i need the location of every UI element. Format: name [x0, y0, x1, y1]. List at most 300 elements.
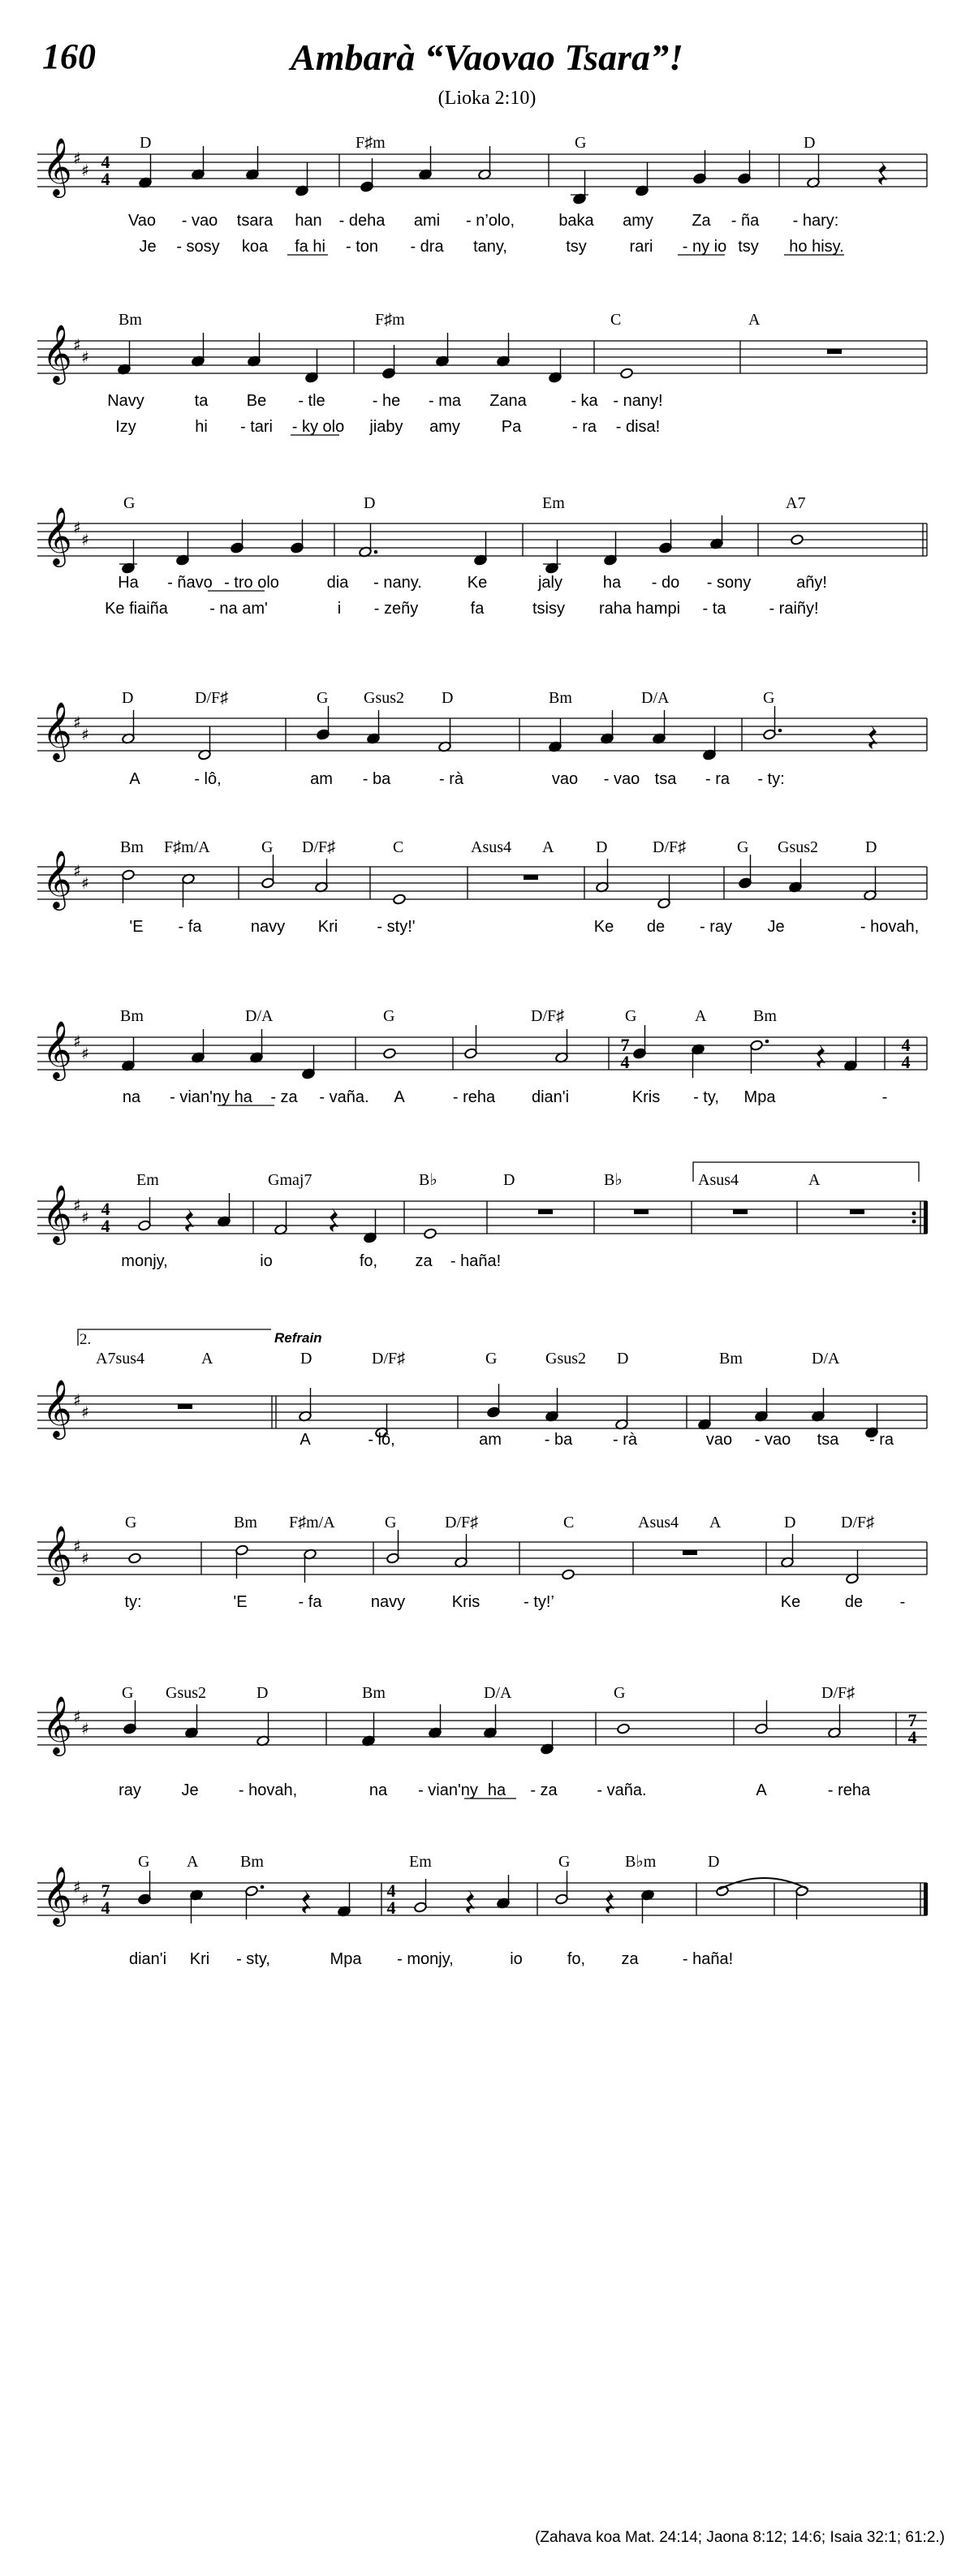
chord-symbol: D: [617, 1350, 629, 1368]
final-barline: [924, 1201, 928, 1234]
chord-symbol: D: [708, 1853, 720, 1871]
lyric-syllable: fa hi: [295, 238, 325, 256]
lyric-syllable: navy: [370, 1593, 406, 1611]
dot: [374, 550, 378, 554]
chord-symbol: A: [187, 1853, 199, 1871]
key-sharp-f: ♯: [73, 861, 81, 881]
lyric-syllable: - vian'ny: [418, 1781, 478, 1799]
lyric-syllable: amy: [623, 212, 653, 230]
lyric-syllable: A: [756, 1781, 767, 1799]
lyric-syllable: han: [295, 212, 322, 230]
note-head: [128, 1553, 142, 1564]
lyric-syllable: - ky olo: [291, 418, 345, 436]
lyric-syllable: vao: [551, 770, 579, 788]
lyric-syllable: ho hisy.: [789, 238, 844, 256]
chord-symbol: D: [364, 494, 376, 512]
lyric-syllable: - za: [530, 1781, 558, 1799]
chord-symbol: Gsus2: [545, 1350, 587, 1368]
chord-symbol: G: [138, 1853, 150, 1871]
chord-symbol: G: [575, 134, 587, 152]
time-signature-denominator: 4: [620, 1052, 630, 1072]
lyric-syllable: -: [899, 1593, 906, 1611]
lyric-syllable: - tro olo: [224, 574, 279, 592]
key-sharp-c: ♯: [81, 1208, 89, 1227]
chord-symbol: G: [485, 1350, 498, 1368]
lyric-syllable: vao: [705, 1431, 733, 1449]
lyric-syllable: Navy: [107, 392, 144, 410]
refrain-label: Refrain: [274, 1330, 322, 1346]
key-sharp-c: ♯: [81, 161, 89, 180]
lyric-syllable: - ba: [544, 1431, 573, 1449]
chord-symbol: D: [503, 1171, 515, 1189]
key-sharp-f: ♯: [73, 1032, 81, 1051]
whole-rest: [850, 1209, 864, 1214]
lyric-syllable: de: [646, 918, 666, 936]
chord-symbol: A: [808, 1171, 821, 1189]
lyric-syllable: - sty!': [377, 918, 416, 936]
lyric-syllable: Je: [181, 1781, 199, 1799]
lyric-syllable: Vao: [127, 212, 157, 230]
chord-symbol: C: [393, 838, 404, 856]
treble-clef-icon: 𝄞: [42, 1183, 72, 1243]
treble-clef-icon: 𝄞: [42, 1378, 72, 1437]
repeat-dot: [912, 1220, 916, 1224]
lyric-syllable: A: [394, 1088, 405, 1106]
chord-symbol: G: [261, 838, 274, 856]
lyric-syllable: hi: [195, 418, 208, 436]
lyric-syllable: Ke: [780, 1593, 801, 1611]
dot: [765, 1040, 769, 1044]
chord-symbol: Em: [542, 494, 565, 512]
lyric-syllable: - sty,: [236, 1950, 270, 1968]
chord-symbol: D: [865, 838, 877, 856]
chord-symbol: G: [317, 689, 329, 707]
lyric-syllable: - tle: [298, 392, 325, 410]
lyric-syllable: na: [122, 1088, 141, 1106]
time-signature-denominator: 4: [101, 169, 110, 189]
lyric-syllable: baka: [558, 212, 594, 230]
lyric-syllable: am: [310, 770, 333, 788]
lyric-syllable: - deha: [338, 212, 386, 230]
time-signature-numerator: 7: [101, 1880, 110, 1901]
lyric-syllable: 'E: [233, 1593, 248, 1611]
chord-symbol: B♭: [419, 1171, 437, 1189]
key-sharp-c: ♯: [81, 873, 89, 893]
lyric-syllable: Be: [246, 392, 267, 410]
chord-symbol: Gsus2: [364, 689, 405, 707]
chord-symbol: D/F♯: [445, 1514, 479, 1531]
chord-symbol: Asus4: [638, 1514, 679, 1531]
whole-rest: [524, 875, 538, 880]
treble-clef-icon: 𝄞: [42, 506, 72, 565]
chord-symbol: A: [201, 1350, 213, 1368]
chord-symbol: Bm: [120, 1007, 144, 1025]
lyric-syllable: io: [260, 1252, 273, 1270]
key-sharp-f: ♯: [73, 1877, 81, 1897]
time-signature-denominator: 4: [101, 1898, 110, 1918]
lyric-syllable: - ka: [571, 392, 598, 410]
treble-clef-icon: 𝄞: [42, 700, 72, 760]
lyric-syllable: - vao: [603, 770, 640, 788]
chord-symbol: A: [709, 1514, 722, 1531]
chord-symbol: D/F♯: [821, 1684, 855, 1702]
lyric-syllable: ta: [194, 392, 209, 410]
chord-symbol: G: [385, 1514, 397, 1531]
chord-symbol: D: [122, 689, 134, 707]
chord-symbol: G: [123, 494, 136, 512]
chord-symbol: D/F♯: [653, 838, 687, 856]
chord-symbol: F♯m/A: [164, 838, 210, 856]
lyric-syllable: - sosy: [176, 238, 220, 256]
lyric-syllable: - lô,: [194, 770, 222, 788]
lyric-syllable: - rà: [613, 1431, 637, 1449]
lyric-syllable: - disa!: [615, 418, 661, 436]
lyric-syllable: - za: [270, 1088, 298, 1106]
chord-symbol: D: [784, 1514, 796, 1531]
lyric-syllable: - na am': [209, 600, 268, 618]
dot: [778, 729, 782, 733]
lyric-syllable: 'E: [129, 918, 144, 936]
whole-rest: [178, 1404, 192, 1409]
chord-symbol: Bm: [719, 1350, 743, 1368]
key-sharp-c: ♯: [81, 1044, 89, 1063]
hymn-title: Ambarà “Vaovao Tsara”!: [291, 37, 683, 78]
treble-clef-icon: 𝄞: [42, 136, 72, 196]
chord-symbol: D/F♯: [302, 838, 336, 856]
chord-symbol: Bm: [240, 1853, 264, 1871]
time-signature-denominator: 4: [907, 1727, 917, 1747]
lyric-syllable: na: [368, 1781, 388, 1799]
chord-symbol: Gsus2: [166, 1684, 207, 1702]
chord-symbol: A7sus4: [96, 1350, 145, 1368]
lyric-syllable: - ta: [702, 600, 726, 618]
chord-symbol: G: [625, 1007, 637, 1025]
key-sharp-f: ♯: [73, 149, 81, 168]
quarter-rest: [466, 1889, 475, 1914]
lyric-syllable: Za: [692, 212, 711, 230]
time-signature-denominator: 4: [901, 1052, 911, 1072]
lyric-syllable: - lô,: [368, 1431, 395, 1449]
chord-symbol: G: [125, 1514, 137, 1531]
treble-clef-icon: 𝄞: [42, 1865, 72, 1924]
lyric-syllable: - hary:: [792, 212, 839, 230]
note-head: [791, 534, 804, 545]
chord-symbol: F♯m: [375, 311, 405, 329]
lyric-syllable: za: [415, 1252, 433, 1270]
chord-symbol: Em: [409, 1853, 432, 1871]
lyric-syllable: - ra: [869, 1431, 894, 1449]
footnote: (Zahava koa Mat. 24:14; Jaona 8:12; 14:6; Isaia 32:1; 61:2.): [535, 2529, 945, 2546]
key-sharp-f: ♯: [73, 335, 81, 355]
whole-rest: [683, 1550, 697, 1555]
lyric-syllable: - nany!: [613, 392, 663, 410]
chord-symbol: F♯m: [356, 134, 386, 152]
lyric-syllable: - raiñy!: [769, 600, 819, 618]
lyric-syllable: - ty:: [757, 770, 785, 788]
whole-rest: [733, 1209, 748, 1214]
lyric-syllable: -: [881, 1088, 888, 1106]
lyric-syllable: fo,: [359, 1252, 378, 1270]
lyric-syllable: - vaña.: [319, 1088, 369, 1106]
chord-symbol: Bm: [549, 689, 572, 707]
key-sharp-c: ♯: [81, 530, 89, 549]
treble-clef-icon: 𝄞: [42, 1524, 72, 1583]
chord-symbol: D/A: [484, 1684, 512, 1702]
chord-symbol: Bm: [234, 1514, 257, 1531]
lyric-syllable: Kri: [189, 1950, 210, 1968]
quarter-rest: [817, 1044, 825, 1068]
chord-symbol: G: [763, 689, 775, 707]
lyric-syllable: Ha: [118, 574, 139, 592]
lyric-syllable: ha: [487, 1781, 506, 1799]
chord-symbol: Em: [136, 1171, 159, 1189]
lyric-syllable: - fa: [298, 1593, 322, 1611]
lyric-syllable: jiaby: [369, 418, 403, 436]
lyric-syllable: am: [479, 1431, 502, 1449]
lyric-syllable: amy: [429, 418, 460, 436]
lyric-syllable: fa: [470, 600, 485, 618]
chord-symbol: G: [383, 1007, 395, 1025]
chord-symbol: D: [442, 689, 454, 707]
whole-rest: [538, 1209, 553, 1214]
lyric-syllable: - ny io: [682, 238, 727, 256]
chord-symbol: A: [748, 311, 761, 329]
note-head: [424, 1228, 437, 1239]
lyric-syllable: tsy: [738, 238, 759, 256]
lyric-syllable: Kri: [317, 918, 338, 936]
note-head: [617, 1723, 631, 1734]
lyric-syllable: - ton: [345, 238, 379, 256]
lyric-syllable: - ña: [730, 212, 760, 230]
lyric-syllable: dian'i: [128, 1950, 167, 1968]
lyric-syllable: - he: [372, 392, 401, 410]
key-sharp-c: ♯: [81, 1549, 89, 1568]
lyric-syllable: - ñavo: [167, 574, 213, 592]
treble-clef-icon: 𝄞: [42, 323, 72, 382]
lyric-syllable: añy!: [796, 574, 827, 592]
chord-symbol: D: [256, 1684, 269, 1702]
treble-clef-icon: 𝄞: [42, 1695, 72, 1754]
lyric-syllable: koa: [241, 238, 269, 256]
chord-symbol: D/F♯: [531, 1007, 565, 1025]
key-sharp-f: ♯: [73, 1390, 81, 1410]
lyric-syllable: i: [337, 600, 342, 618]
time-signature-numerator: 4: [386, 1880, 396, 1901]
chord-symbol: G: [558, 1853, 571, 1871]
lyric-syllable: - ra: [572, 418, 597, 436]
chord-symbol: A: [542, 838, 554, 856]
time-signature-numerator: 7: [907, 1710, 917, 1730]
lyric-syllable: tsa: [654, 770, 677, 788]
time-signature-numerator: 7: [620, 1035, 630, 1055]
lyric-syllable: Mpa: [330, 1950, 362, 1968]
dot: [261, 1885, 265, 1889]
chord-symbol: F♯m/A: [289, 1514, 335, 1531]
whole-rest: [634, 1209, 649, 1214]
key-sharp-f: ♯: [73, 1195, 81, 1215]
key-sharp-f: ♯: [73, 518, 81, 537]
key-sharp-f: ♯: [73, 1536, 81, 1556]
lyric-syllable: Je: [139, 238, 157, 256]
lyric-syllable: Kris: [451, 1593, 481, 1611]
lyric-syllable: Ke fiaiña: [105, 600, 168, 618]
lyric-syllable: - haña!: [450, 1252, 502, 1270]
chord-symbol: D: [140, 134, 152, 152]
quarter-rest: [606, 1889, 614, 1914]
time-signature-numerator: 4: [101, 152, 110, 172]
lyric-syllable: raha hampi: [598, 600, 681, 618]
chord-symbol: A: [695, 1007, 707, 1025]
chord-symbol: D/F♯: [372, 1350, 406, 1368]
time-signature-denominator: 4: [101, 1216, 110, 1236]
lyric-syllable: io: [510, 1950, 523, 1968]
lyric-syllable: - vaña.: [597, 1781, 647, 1799]
lyric-syllable: - rà: [439, 770, 463, 788]
chord-symbol: D: [804, 134, 816, 152]
whole-rest: [827, 349, 842, 354]
lyric-syllable: - hovah,: [860, 918, 920, 936]
lyric-syllable: jaly: [537, 574, 563, 592]
lyric-syllable: tsisy: [532, 600, 565, 618]
key-sharp-c: ♯: [81, 1402, 89, 1422]
lyric-syllable: tsa: [817, 1431, 839, 1449]
key-sharp-c: ♯: [81, 1889, 89, 1909]
lyric-syllable: de: [844, 1593, 864, 1611]
lyric-syllable: - n’olo,: [465, 212, 515, 230]
chord-symbol: D/F♯: [195, 689, 229, 707]
quarter-rest: [302, 1889, 311, 1914]
repeat-dot: [912, 1212, 916, 1216]
lyric-syllable: - ba: [362, 770, 391, 788]
lyric-syllable: - vao: [181, 212, 218, 230]
lyric-syllable: - ty,: [693, 1088, 719, 1106]
lyric-syllable: Kris: [631, 1088, 661, 1106]
lyric-syllable: dia: [326, 574, 349, 592]
volta-bracket-2: [78, 1329, 271, 1346]
lyric-syllable: A: [300, 1431, 311, 1449]
scripture-reference: (Lioka 2:10): [437, 88, 537, 109]
final-barline: [924, 1883, 928, 1915]
chord-symbol: Gsus2: [778, 838, 819, 856]
lyric-syllable: Zana: [489, 392, 527, 410]
chord-symbol: Bm: [362, 1684, 386, 1702]
quarter-rest: [868, 725, 877, 749]
key-sharp-f: ♯: [73, 1707, 81, 1726]
chord-symbol: G: [737, 838, 749, 856]
lyric-syllable: fo,: [567, 1950, 586, 1968]
key-sharp-f: ♯: [73, 713, 81, 732]
time-signature-numerator: 4: [901, 1035, 911, 1055]
lyric-syllable: - vian'ny ha: [170, 1088, 252, 1106]
chord-symbol: G: [614, 1684, 626, 1702]
chord-symbol: G: [122, 1684, 134, 1702]
chord-symbol: D/A: [245, 1007, 274, 1025]
lyric-syllable: - reha: [452, 1088, 496, 1106]
chord-symbol: A7: [786, 494, 806, 512]
lyric-syllable: - nany.: [373, 574, 422, 592]
lyric-syllable: - sony: [706, 574, 752, 592]
volta-label: 2.: [80, 1331, 92, 1348]
chord-symbol: Bm: [753, 1007, 777, 1025]
key-sharp-c: ♯: [81, 725, 89, 744]
lyric-syllable: - ra: [705, 770, 730, 788]
time-signature-denominator: 4: [386, 1898, 396, 1918]
lyric-syllable: - ma: [429, 392, 461, 410]
time-signature-numerator: 4: [101, 1199, 110, 1219]
note-head: [383, 1048, 397, 1059]
note-head: [562, 1569, 575, 1580]
lyric-syllable: Pa: [501, 418, 522, 436]
hymn-number: 160: [42, 37, 96, 76]
lyric-syllable: - monjy,: [397, 1950, 454, 1968]
chord-symbol: B♭: [604, 1171, 623, 1189]
lyric-syllable: - fa: [178, 918, 202, 936]
chord-symbol: D/F♯: [841, 1514, 875, 1531]
lyric-syllable: - hovah,: [238, 1781, 298, 1799]
lyric-syllable: rari: [629, 238, 653, 256]
lyric-syllable: - zeñy: [373, 600, 419, 618]
lyric-syllable: - vao: [754, 1431, 791, 1449]
lyric-syllable: dian'i: [531, 1088, 570, 1106]
lyric-syllable: za: [621, 1950, 639, 1968]
lyric-syllable: Izy: [115, 418, 136, 436]
lyric-syllable: - do: [651, 574, 680, 592]
quarter-rest: [185, 1208, 194, 1232]
chord-symbol: Asus4: [698, 1171, 739, 1189]
chord-symbol: C: [610, 311, 622, 329]
tie: [719, 1878, 808, 1889]
chord-symbol: Bm: [119, 311, 142, 329]
key-sharp-c: ♯: [81, 347, 89, 367]
lyric-syllable: - ray: [700, 918, 732, 936]
quarter-rest: [330, 1208, 338, 1232]
lyric-syllable: - ty!’: [524, 1593, 554, 1611]
lyric-syllable: Ke: [467, 574, 488, 592]
chord-symbol: Gmaj7: [268, 1171, 312, 1189]
lyric-syllable: Ke: [593, 918, 614, 936]
lyric-syllable: - dra: [410, 238, 444, 256]
chord-symbol: D: [300, 1350, 312, 1368]
lyric-syllable: tsy: [566, 238, 587, 256]
lyric-syllable: ray: [119, 1781, 141, 1799]
chord-symbol: Asus4: [471, 838, 512, 856]
lyric-syllable: tsara: [236, 212, 274, 230]
lyric-syllable: ami: [413, 212, 441, 230]
chord-symbol: Bm: [120, 838, 144, 856]
treble-clef-icon: 𝄞: [42, 849, 72, 908]
chord-symbol: D/A: [641, 689, 670, 707]
lyric-syllable: tany,: [473, 238, 507, 256]
lyric-syllable: Je: [767, 918, 785, 936]
lyric-syllable: - tari: [240, 418, 273, 436]
chord-symbol: C: [563, 1514, 575, 1531]
treble-clef-icon: 𝄞: [42, 1019, 72, 1079]
note-head: [620, 368, 634, 379]
lyric-syllable: navy: [250, 918, 286, 936]
lyric-syllable: - haña!: [682, 1950, 734, 1968]
lyric-syllable: - reha: [827, 1781, 871, 1799]
chord-symbol: B♭m: [625, 1853, 657, 1871]
note-head: [393, 894, 407, 905]
lyric-syllable: ha: [602, 574, 622, 592]
lyric-syllable: ty:: [124, 1593, 142, 1611]
chord-symbol: D: [596, 838, 608, 856]
key-sharp-c: ♯: [81, 1719, 89, 1738]
lyric-syllable: Mpa: [743, 1088, 776, 1106]
quarter-rest: [878, 161, 887, 185]
lyric-syllable: monjy,: [121, 1252, 168, 1270]
lyric-syllable: A: [129, 770, 140, 788]
